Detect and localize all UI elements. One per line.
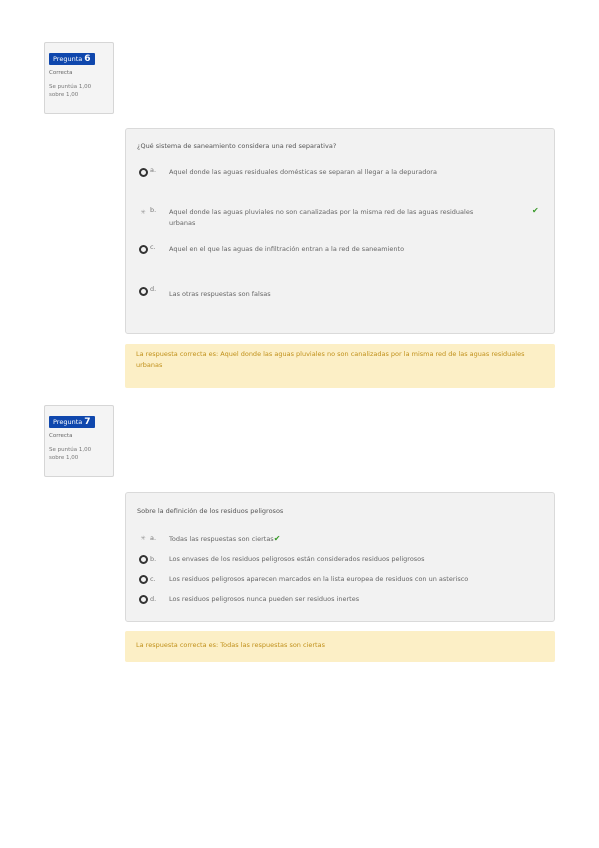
option-text: Aquel donde las aguas residuales domésticas se separan al llegar a la depuradora xyxy=(169,168,437,176)
question-grade-line2: sobre 1,00 xyxy=(49,92,79,98)
question-number-badge xyxy=(49,416,95,428)
question-info-7 xyxy=(44,405,114,477)
option-text xyxy=(169,533,519,545)
question-label: Pregunta xyxy=(53,418,83,426)
option-text-label: Todas las respuestas son ciertas xyxy=(169,535,274,543)
question-content-6 xyxy=(125,128,555,334)
radio-unselected-icon[interactable] xyxy=(137,574,149,588)
option-text: Las otras respuestas son falsas xyxy=(169,290,271,298)
question-prompt: ¿Qué sistema de saneamiento considera una red separativa? xyxy=(137,142,337,150)
question-prompt: Sobre la definición de los residuos peligrosos xyxy=(137,507,284,515)
question-state: Correcta xyxy=(49,433,73,439)
question-content-7 xyxy=(125,492,555,622)
option-text: Aquel en el que las aguas de infiltración entran a la red de saneamiento xyxy=(169,245,405,253)
radio-unselected-icon[interactable] xyxy=(137,594,149,608)
radio-unselected-icon[interactable] xyxy=(137,167,149,181)
option-text: Aquel donde las aguas pluviales no son canalizadas por la misma red de las aguas residuales urbanas xyxy=(169,208,474,227)
option-letter: d. xyxy=(150,595,157,603)
question-number: 7 xyxy=(84,417,91,427)
radio-unselected-icon[interactable] xyxy=(137,554,149,568)
option-letter: b. xyxy=(150,206,157,214)
radio-selected-icon[interactable]: ✳ xyxy=(140,535,146,542)
question-number-badge xyxy=(49,53,95,65)
question-grade-line1: Se puntúa 1,00 xyxy=(49,447,92,453)
option-letter: c. xyxy=(150,243,156,251)
radio-selected-icon[interactable]: ✳ xyxy=(140,209,146,216)
question-number: 6 xyxy=(84,54,91,64)
option-text: Los residuos peligrosos nunca pueden ser residuos inertes xyxy=(169,595,360,603)
correct-answer-feedback: La respuesta correcta es: Aquel donde las aguas pluviales no son canalizadas por la misma red de las aguas residuales urbanas xyxy=(125,344,555,388)
correct-answer-feedback: La respuesta correcta es: Todas las respuestas son ciertas xyxy=(125,631,555,662)
check-icon: ✔ xyxy=(273,534,281,543)
question-grade-line2: sobre 1,00 xyxy=(49,455,79,461)
option-letter: d. xyxy=(150,285,157,293)
radio-unselected-icon[interactable] xyxy=(137,286,149,300)
option-text: Los envases de los residuos peligrosos están considerados residuos peligrosos xyxy=(169,555,425,563)
question-state: Correcta xyxy=(49,70,73,76)
question-info-6 xyxy=(44,42,114,114)
question-label: Pregunta xyxy=(53,55,83,63)
option-letter: a. xyxy=(150,166,157,174)
option-letter: b. xyxy=(150,555,157,563)
option-letter: c. xyxy=(150,575,156,583)
option-text: Los residuos peligrosos aparecen marcados en la lista europea de residuos con un asterisco xyxy=(169,575,469,583)
radio-unselected-icon[interactable] xyxy=(137,244,149,258)
question-grade-line1: Se puntúa 1,00 xyxy=(49,84,92,90)
option-letter: a. xyxy=(150,534,157,542)
check-icon: ✔ xyxy=(532,206,539,215)
